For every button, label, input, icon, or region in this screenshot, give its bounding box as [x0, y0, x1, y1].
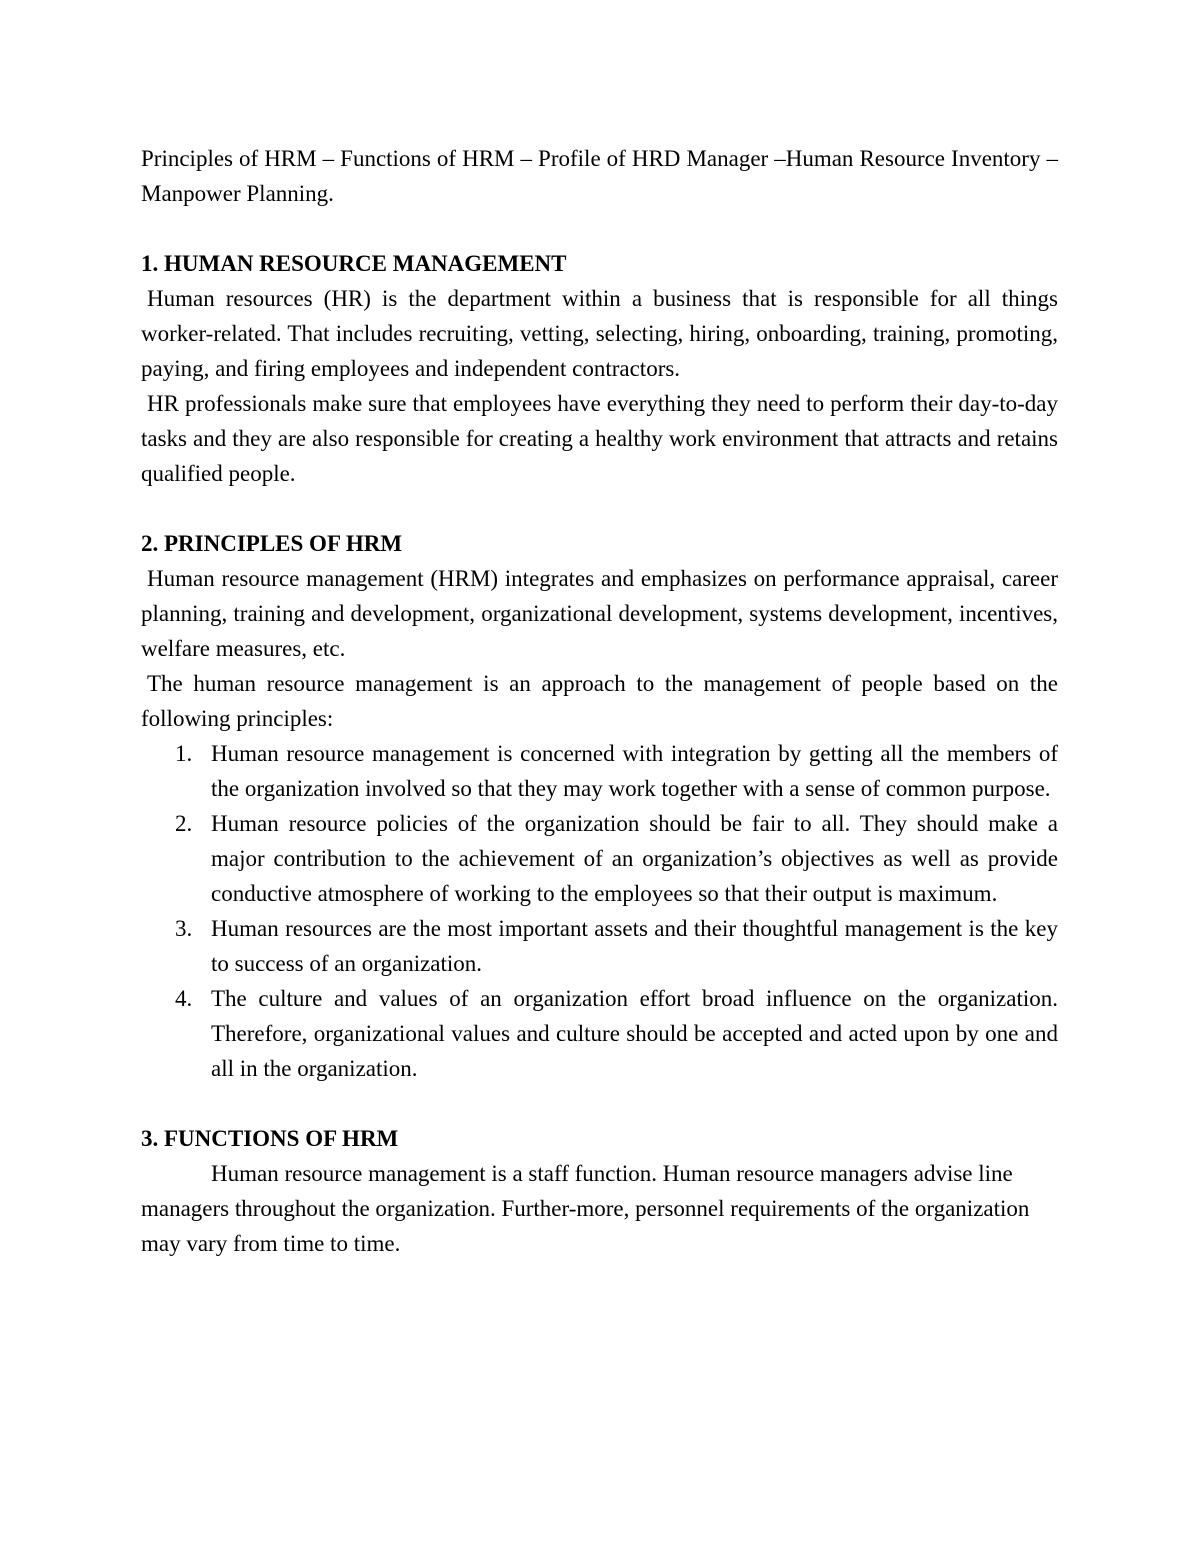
section-human-resource-management	[141, 246, 1058, 491]
list-item	[141, 736, 1058, 806]
section-heading: 1. HUMAN RESOURCE MANAGEMENT	[141, 251, 567, 276]
section-functions-of-hrm	[141, 1121, 1058, 1261]
list-item-text: Human resource management is concerned with integration by getting all the members of the organization involved so that they may work together with a sense of common purpose.	[211, 741, 1058, 801]
list-item	[141, 981, 1058, 1086]
paragraph: HR professionals make sure that employees have everything they need to perform their day-to-day tasks and they are also responsible for creating a healthy work environment that attracts and retains qualified people.	[141, 391, 1058, 486]
paragraph: The human resource management is an approach to the management of people based on the following principles:	[141, 671, 1058, 731]
principles-list	[141, 736, 1058, 1086]
list-number: 4.	[175, 986, 193, 1011]
section-heading: 2. PRINCIPLES OF HRM	[141, 531, 403, 556]
list-number: 3.	[175, 916, 193, 941]
paragraph: Human resources (HR) is the department within a business that is responsible for all things worker-related. That includes recruiting, vetting, selecting, hiring, onboarding, training, promoting, paying, and firing employees and independent contractors.	[141, 286, 1058, 381]
list-item-text: Human resource policies of the organization should be fair to all. They should make a major contribution to the achievement of an organization’s objectives as well as provide conductive atmosphere of working to the employees so that their output is maximum.	[211, 811, 1058, 906]
paragraph: Human resource management is a staff function. Human resource managers advise line managers throughout the organization. Further-more, personnel requirements of the organization may vary from time to time.	[141, 1161, 1030, 1256]
list-number: 2.	[175, 811, 193, 836]
list-number: 1.	[175, 741, 193, 766]
list-item	[141, 806, 1058, 911]
list-item	[141, 911, 1058, 981]
section-heading: 3. FUNCTIONS OF HRM	[141, 1126, 399, 1151]
list-item-text: Human resources are the most important assets and their thoughtful management is the key to success of an organization.	[211, 916, 1058, 976]
section-principles-of-hrm	[141, 526, 1058, 1086]
list-item-text: The culture and values of an organization effort broad influence on the organization. Therefore, organizational values and culture should be accepted and acted upon by one and all in the organization.	[211, 986, 1058, 1081]
intro-topics: Principles of HRM – Functions of HRM – Profile of HRD Manager –Human Resource Inventory – Manpower Planning.	[141, 146, 1058, 206]
paragraph: Human resource management (HRM) integrates and emphasizes on performance appraisal, career planning, training and development, organizational development, systems development, incentives, welfare measures, etc.	[141, 566, 1058, 661]
document-body	[141, 141, 1058, 1261]
